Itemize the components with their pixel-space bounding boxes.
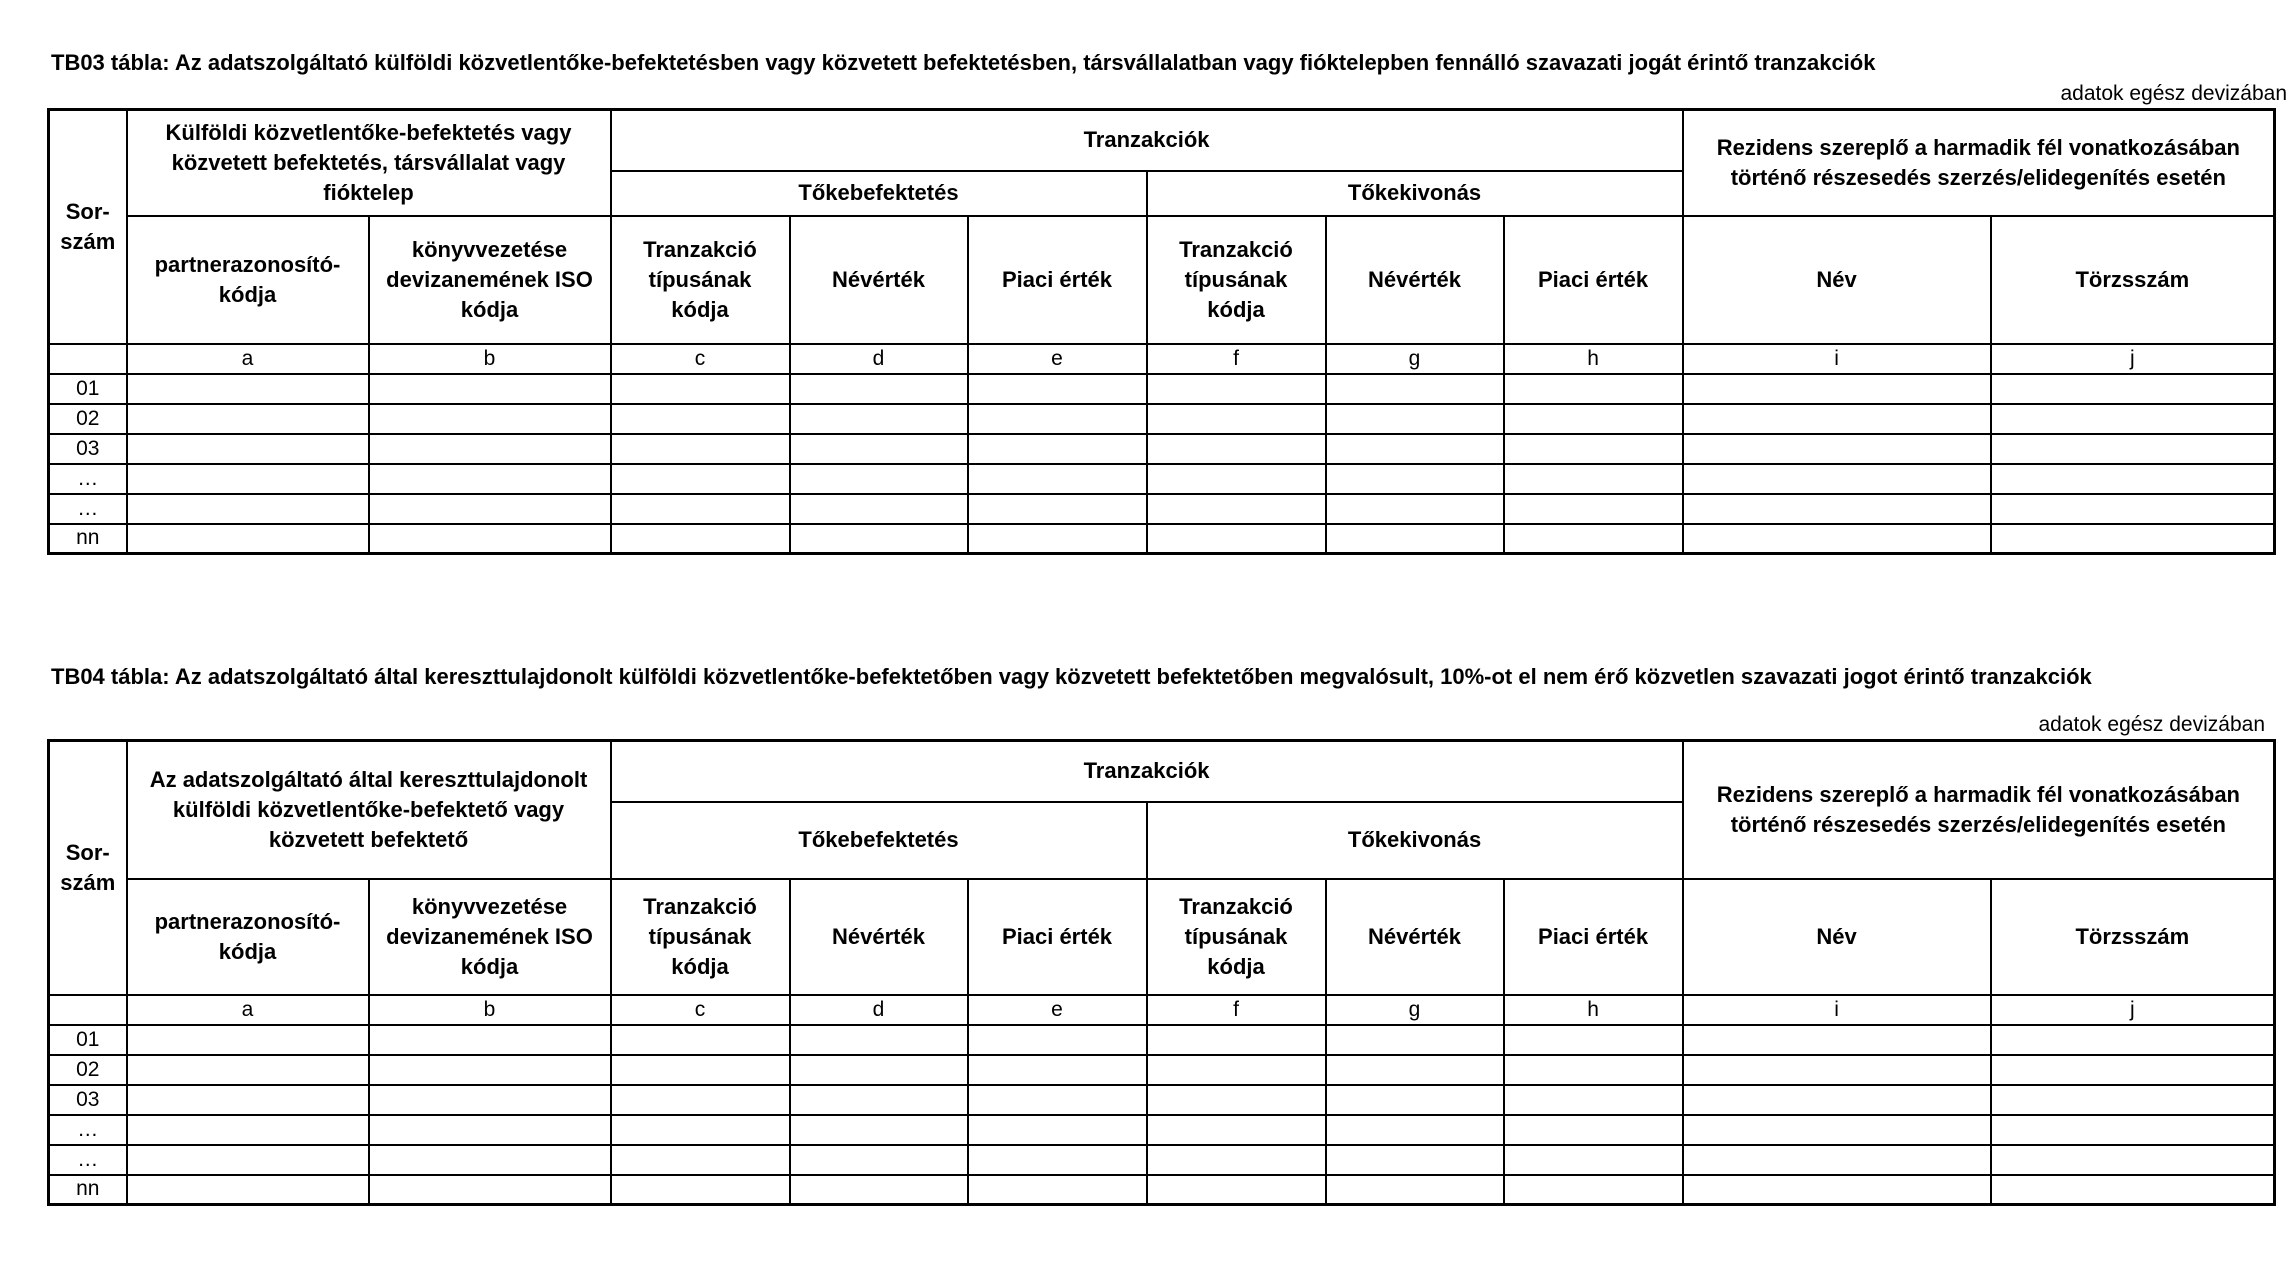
data-cell[interactable]: [127, 494, 369, 524]
data-cell[interactable]: [968, 404, 1147, 434]
data-cell[interactable]: [1991, 464, 2275, 494]
data-cell[interactable]: [1147, 1025, 1326, 1055]
tb04-rezidens-header: Rezidens szereplő a harmadik fél vonatkozásában történő részesedés szerzés/elidegenítés esetén: [1683, 741, 2275, 879]
tb03-letter-cell: g: [1326, 344, 1504, 374]
table-row: [49, 374, 2275, 404]
data-cell[interactable]: [369, 1055, 611, 1085]
data-cell[interactable]: [611, 1145, 790, 1175]
row-number: 01: [49, 1025, 127, 1055]
data-cell[interactable]: [1504, 494, 1683, 524]
data-cell[interactable]: [1683, 1145, 1991, 1175]
data-cell[interactable]: [611, 404, 790, 434]
tb03-letter-cell: b: [369, 344, 611, 374]
table-row: [49, 1175, 2275, 1205]
tb03-col-header: Piaci érték: [1504, 216, 1683, 344]
data-cell[interactable]: [1991, 374, 2275, 404]
data-cell[interactable]: [127, 434, 369, 464]
tb04-letter-cell: c: [611, 995, 790, 1025]
data-cell[interactable]: [127, 1145, 369, 1175]
data-cell[interactable]: [1683, 494, 1991, 524]
data-cell[interactable]: [127, 1085, 369, 1115]
data-cell[interactable]: [1683, 1025, 1991, 1055]
data-cell[interactable]: [127, 524, 369, 554]
data-cell[interactable]: [369, 1115, 611, 1145]
data-cell[interactable]: [1991, 404, 2275, 434]
data-cell[interactable]: [968, 434, 1147, 464]
tb03-col-header: Név: [1683, 216, 1991, 344]
tb03-col-header: Tranzakció típusának kódja: [1147, 216, 1326, 344]
tb04-col-header: könyvvezetése devizanemének ISO kódja: [369, 879, 611, 995]
tb04-tokekivonas-header: Tőkekivonás: [1147, 802, 1683, 879]
tb04-col-header: Névérték: [790, 879, 968, 995]
data-cell[interactable]: [369, 524, 611, 554]
tb04-letter-cell: e: [968, 995, 1147, 1025]
data-cell[interactable]: [1504, 524, 1683, 554]
data-cell[interactable]: [611, 464, 790, 494]
row-number: 02: [49, 1055, 127, 1085]
data-cell[interactable]: [1326, 524, 1504, 554]
data-cell[interactable]: [1504, 464, 1683, 494]
row-number: 03: [49, 434, 127, 464]
data-cell[interactable]: [790, 1175, 968, 1205]
data-cell[interactable]: [790, 464, 968, 494]
tb04-letter-cell: a: [127, 995, 369, 1025]
tb03-rezidens-header: Rezidens szereplő a harmadik fél vonatkozásában történő részesedés szerzés/elidegenítés esetén: [1683, 110, 2275, 216]
tb04-letter-cell: h: [1504, 995, 1683, 1025]
data-cell[interactable]: [1326, 1055, 1504, 1085]
data-cell[interactable]: [369, 1175, 611, 1205]
tb03-col-header: Piaci érték: [968, 216, 1147, 344]
row-number: …: [49, 494, 127, 524]
tb03-unit-note: adatok egész devizában: [2060, 82, 2287, 105]
tb03-letter-cell: j: [1991, 344, 2275, 374]
data-cell[interactable]: [1504, 374, 1683, 404]
data-cell[interactable]: [611, 1085, 790, 1115]
data-cell[interactable]: [1147, 1055, 1326, 1085]
data-cell[interactable]: [790, 374, 968, 404]
data-cell[interactable]: [1326, 404, 1504, 434]
tb03-letter-cell: h: [1504, 344, 1683, 374]
tb03-col-header: könyvvezetése devizanemének ISO kódja: [369, 216, 611, 344]
data-cell[interactable]: [1991, 1175, 2275, 1205]
data-cell[interactable]: [790, 1115, 968, 1145]
tb03-letter-cell: f: [1147, 344, 1326, 374]
tb03-letter-cell: [49, 344, 127, 374]
tb03-col-header: Névérték: [790, 216, 968, 344]
row-number: 03: [49, 1085, 127, 1115]
tb04-letter-cell: f: [1147, 995, 1326, 1025]
data-cell[interactable]: [611, 434, 790, 464]
table-row: [49, 434, 2275, 464]
data-cell[interactable]: [790, 1145, 968, 1175]
data-cell[interactable]: [1991, 434, 2275, 464]
tb04-tokebefektetes-header: Tőkebefektetés: [611, 802, 1147, 879]
table-row: [49, 1085, 2275, 1115]
tb03-col-header: Névérték: [1326, 216, 1504, 344]
table-row: [49, 494, 2275, 524]
data-cell[interactable]: [1683, 374, 1991, 404]
tb03-entity-group-header: Külföldi közvetlentőke-befektetés vagy közvetett befektetés, társvállalat vagy fióktelep: [127, 110, 611, 216]
data-cell[interactable]: [611, 524, 790, 554]
data-cell[interactable]: [790, 1025, 968, 1055]
data-cell[interactable]: [1991, 1085, 2275, 1115]
data-cell[interactable]: [369, 1025, 611, 1055]
data-cell[interactable]: [369, 434, 611, 464]
data-cell[interactable]: [1147, 524, 1326, 554]
tb04-col-header: Piaci érték: [1504, 879, 1683, 995]
data-cell[interactable]: [968, 1115, 1147, 1145]
data-cell[interactable]: [1683, 524, 1991, 554]
data-cell[interactable]: [127, 1115, 369, 1145]
data-cell[interactable]: [127, 1175, 369, 1205]
data-cell[interactable]: [968, 494, 1147, 524]
table-row: [49, 464, 2275, 494]
tb04-sorszam-header: Sor- szám: [49, 741, 127, 995]
table-row: [49, 1025, 2275, 1055]
table-row: [49, 404, 2275, 434]
data-cell[interactable]: [127, 374, 369, 404]
tb03-letter-cell: e: [968, 344, 1147, 374]
table-row: [49, 524, 2275, 554]
tb04-col-header: Tranzakció típusának kódja: [611, 879, 790, 995]
data-cell[interactable]: [1326, 1085, 1504, 1115]
data-cell[interactable]: [1504, 1055, 1683, 1085]
tb03-title: TB03 tábla: Az adatszolgáltató külföldi közvetlentőke-befektetésben vagy közvetett befektetésben, társvállalatban vagy fióktelepben fennálló szavazati jogát érintő tranzakciók: [51, 50, 1876, 75]
data-cell[interactable]: [1504, 1025, 1683, 1055]
row-number: …: [49, 1145, 127, 1175]
row-number: nn: [49, 524, 127, 554]
tb03-tokekivonas-header: Tőkekivonás: [1147, 171, 1683, 216]
data-cell[interactable]: [127, 1025, 369, 1055]
data-cell[interactable]: [1147, 494, 1326, 524]
data-cell[interactable]: [790, 434, 968, 464]
data-cell[interactable]: [1991, 1055, 2275, 1085]
data-cell[interactable]: [1683, 1055, 1991, 1085]
row-number: 02: [49, 404, 127, 434]
data-cell[interactable]: [1991, 1145, 2275, 1175]
data-cell[interactable]: [1683, 1115, 1991, 1145]
data-cell[interactable]: [1326, 1175, 1504, 1205]
tb04-title: TB04 tábla: Az adatszolgáltató által kereszttulajdonolt külföldi közvetlentőke-befektetőben vagy közvetett befektetőben megvalósult, 10%-ot el nem érő közvetlen szavazati jogot érintő tranzakciók: [51, 664, 2092, 689]
data-cell[interactable]: [968, 1025, 1147, 1055]
tb04-letter-cell: [49, 995, 127, 1025]
data-cell[interactable]: [611, 374, 790, 404]
data-cell[interactable]: [1147, 464, 1326, 494]
data-cell[interactable]: [1991, 1025, 2275, 1055]
data-cell[interactable]: [1504, 434, 1683, 464]
data-cell[interactable]: [790, 1055, 968, 1085]
data-cell[interactable]: [1326, 464, 1504, 494]
data-cell[interactable]: [1147, 434, 1326, 464]
tb04-col-header: partnerazonosító-kódja: [127, 879, 369, 995]
tb03-col-header: partnerazonosító-kódja: [127, 216, 369, 344]
tb04-tranzakciok-header: Tranzakciók: [611, 741, 1683, 802]
data-cell[interactable]: [968, 1175, 1147, 1205]
row-number: 01: [49, 374, 127, 404]
tb03-tokebefektetes-header: Tőkebefektetés: [611, 171, 1147, 216]
tb03-letter-cell: a: [127, 344, 369, 374]
data-cell[interactable]: [790, 1085, 968, 1115]
data-cell[interactable]: [369, 1145, 611, 1175]
data-cell[interactable]: [611, 1115, 790, 1145]
data-cell[interactable]: [1326, 1025, 1504, 1055]
data-cell[interactable]: [1991, 524, 2275, 554]
tb04-entity-group-header: Az adatszolgáltató által kereszttulajdonolt külföldi közvetlentőke-befektető vagy közvetett befektető: [127, 741, 611, 879]
data-cell[interactable]: [1147, 374, 1326, 404]
data-cell[interactable]: [1147, 1175, 1326, 1205]
data-cell[interactable]: [1504, 1085, 1683, 1115]
row-number: nn: [49, 1175, 127, 1205]
data-cell[interactable]: [127, 464, 369, 494]
data-cell[interactable]: [1991, 1115, 2275, 1145]
tb03-col-header: Törzsszám: [1991, 216, 2275, 344]
data-cell[interactable]: [1147, 1115, 1326, 1145]
data-cell[interactable]: [1326, 1145, 1504, 1175]
tb04-letter-cell: g: [1326, 995, 1504, 1025]
data-cell[interactable]: [611, 1175, 790, 1205]
data-cell[interactable]: [968, 1085, 1147, 1115]
data-cell[interactable]: [127, 1055, 369, 1085]
data-cell[interactable]: [1683, 1175, 1991, 1205]
row-number: …: [49, 1115, 127, 1145]
table-row: [49, 1145, 2275, 1175]
tb03-table: [47, 108, 2276, 555]
tb03-letter-cell: c: [611, 344, 790, 374]
row-number: …: [49, 464, 127, 494]
tb04-col-header: Törzsszám: [1991, 879, 2275, 995]
data-cell[interactable]: [369, 374, 611, 404]
data-cell[interactable]: [790, 404, 968, 434]
table-row: [49, 1115, 2275, 1145]
data-cell[interactable]: [968, 1145, 1147, 1175]
data-cell[interactable]: [790, 524, 968, 554]
tb04-letter-cell: b: [369, 995, 611, 1025]
data-cell[interactable]: [611, 494, 790, 524]
data-cell[interactable]: [1147, 404, 1326, 434]
tb04-col-header: Névérték: [1326, 879, 1504, 995]
data-cell[interactable]: [1504, 1145, 1683, 1175]
data-cell[interactable]: [1683, 404, 1991, 434]
data-cell[interactable]: [1326, 374, 1504, 404]
tb04-table: [47, 739, 2276, 1206]
data-cell[interactable]: [1504, 1115, 1683, 1145]
data-cell[interactable]: [611, 1025, 790, 1055]
data-cell[interactable]: [1504, 404, 1683, 434]
data-cell[interactable]: [968, 524, 1147, 554]
tb03-col-header: Tranzakció típusának kódja: [611, 216, 790, 344]
tb04-letter-cell: j: [1991, 995, 2275, 1025]
data-cell[interactable]: [968, 464, 1147, 494]
tb04-col-header: Név: [1683, 879, 1991, 995]
data-cell[interactable]: [968, 1055, 1147, 1085]
tb03-sorszam-header: Sor- szám: [49, 110, 127, 344]
tb04-col-header: Tranzakció típusának kódja: [1147, 879, 1326, 995]
data-cell[interactable]: [369, 494, 611, 524]
data-cell[interactable]: [1326, 434, 1504, 464]
tb04-unit-note: adatok egész devizában: [2038, 713, 2265, 736]
data-cell[interactable]: [127, 404, 369, 434]
tb04-letter-cell: i: [1683, 995, 1991, 1025]
data-cell[interactable]: [369, 404, 611, 434]
tb03-letter-cell: d: [790, 344, 968, 374]
data-cell[interactable]: [1326, 1115, 1504, 1145]
tb03-letter-cell: i: [1683, 344, 1991, 374]
data-cell[interactable]: [968, 374, 1147, 404]
data-cell[interactable]: [369, 464, 611, 494]
tb03-tranzakciok-header: Tranzakciók: [611, 110, 1683, 171]
data-cell[interactable]: [1147, 1145, 1326, 1175]
data-cell[interactable]: [1991, 494, 2275, 524]
data-cell[interactable]: [611, 1055, 790, 1085]
data-cell[interactable]: [790, 494, 968, 524]
data-cell[interactable]: [1683, 434, 1991, 464]
data-cell[interactable]: [1504, 1175, 1683, 1205]
data-cell[interactable]: [1683, 1085, 1991, 1115]
data-cell[interactable]: [1147, 1085, 1326, 1115]
tb04-col-header: Piaci érték: [968, 879, 1147, 995]
data-cell[interactable]: [1683, 464, 1991, 494]
table-row: [49, 1055, 2275, 1085]
tb04-letter-cell: d: [790, 995, 968, 1025]
data-cell[interactable]: [1326, 494, 1504, 524]
data-cell[interactable]: [369, 1085, 611, 1115]
